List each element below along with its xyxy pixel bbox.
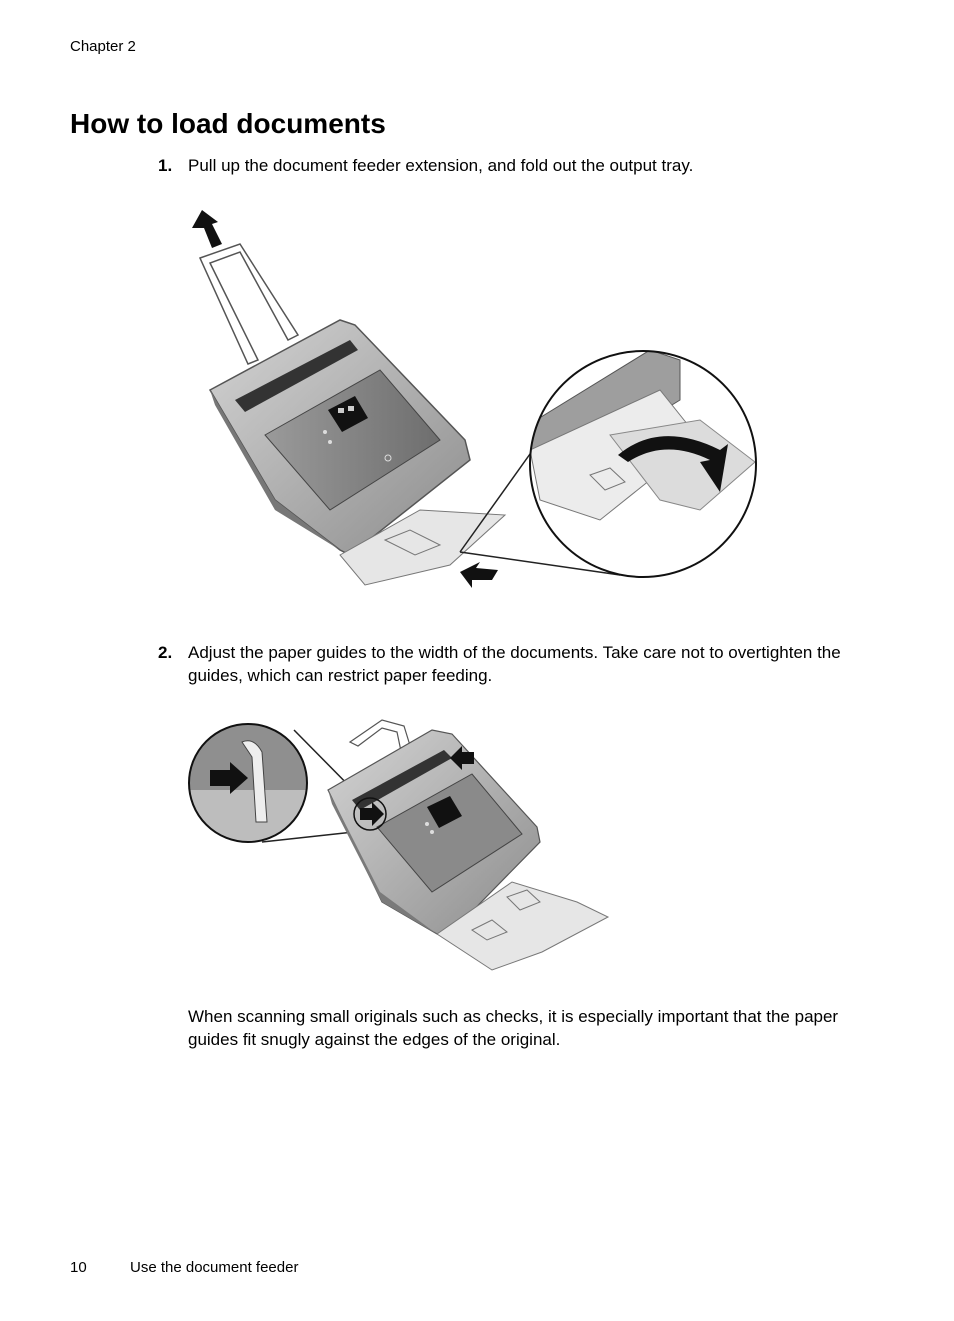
step-number: 2. xyxy=(158,643,173,662)
step-text: Pull up the document feeder extension, and fold out the output tray. xyxy=(188,156,694,175)
note-paragraph: When scanning small originals such as checks, it is especially important that the paper guides fit snugly against the edges of the original. xyxy=(188,1007,839,1049)
up-arrow-icon xyxy=(192,210,222,248)
step-number: 1. xyxy=(158,156,173,175)
zoom-detail-circle xyxy=(182,712,322,850)
scanner-feeder-illustration xyxy=(180,200,770,600)
page-number: 10 xyxy=(70,1259,87,1276)
footer-section-title: Use the document feeder xyxy=(130,1259,299,1276)
zoom-detail-circle xyxy=(520,350,756,577)
running-header: Chapter 2 xyxy=(70,38,136,55)
step-text: Adjust the paper guides to the width of the documents. Take care not to overtighten the guides, which can restrict paper feeding. xyxy=(188,643,841,685)
paper-guides-illustration xyxy=(182,712,618,974)
page-title: How to load documents xyxy=(70,108,386,139)
pull-arrow-icon xyxy=(460,562,498,588)
feeder-extension xyxy=(200,244,298,364)
